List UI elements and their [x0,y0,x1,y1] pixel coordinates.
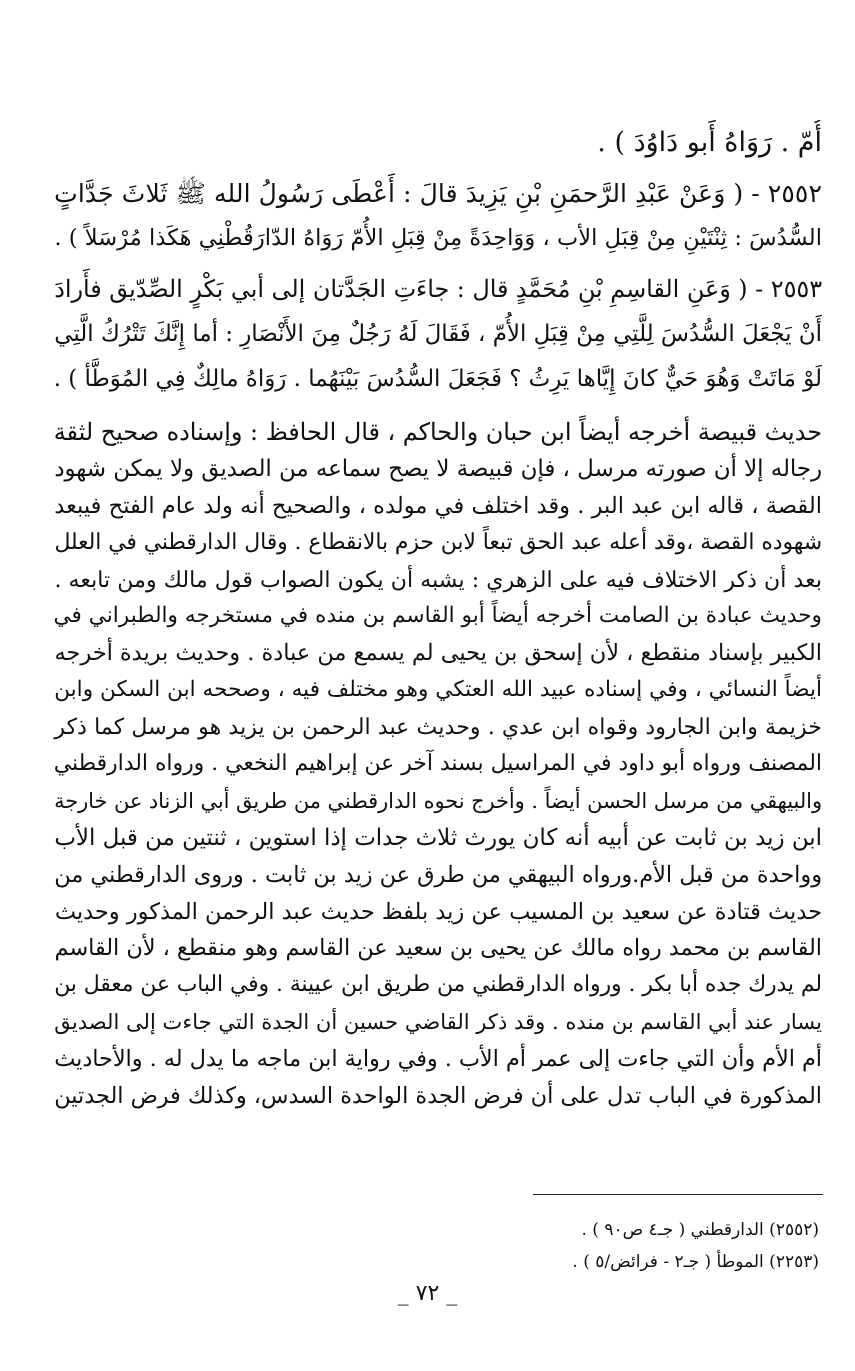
commentary-line: حديث قتادة عن سعيد بن المسيب عن زيد بلفظ حديث عبد الرحمن المذكور وحديث [54,898,822,925]
commentary-line: وواحدة من قبل الأم.ورواه البيهقي من طرق عن زيد بن ثابت . وروى الدارقطني من [54,861,822,888]
commentary-line: رجاله إلا أن صورته مرسل ، فإن قبيصة لا يصح سماعه من الصديق ولا يمكن شهود [54,455,822,482]
commentary-line: الكبير بإسناد منقطع ، لأن إسحق بن يحيى لم يسمع من عبادة . وحديث بريدة أخرجه [54,640,822,667]
commentary-line: ابن زيد بن ثابت عن أبيه أنه كان يورث ثلاث جدات إذا استوين ، ثنتين من قبل الأب [54,824,822,851]
commentary-line: خزيمة وابن الجارود وقواه ابن عدي . وحديث عبد الرحمن بن يزيد هو مرسل كما ذكر [54,714,822,741]
footnotes [219,1214,819,1278]
commentary-line: وحديث عبادة بن الصامت أخرجه أيضاً أبو القاسم بن منده في مستخرجه والطبراني في [53,603,822,629]
commentary-line: لم يدرك جده أبا بكر . ورواه الدارقطني من طريق ابن عيينة . وفي الباب عن معقل بن [54,972,822,998]
hadith-line: السُّدُسَ : ثِنْتَيْنِ مِنْ قِبَلِ الأب ، وَوَاحِدَةً مِنْ قِبَلِ الأُمّ رَوَاهُ الدّارَقُطْنِي هَكَذا مُرْسَلاً ) . [54,225,822,251]
hadith-line: أُمّ . رَوَاهُ أَبو دَاوُدَ ) . [597,127,822,158]
commentary-line: حديث قبيصة أخرجه أيضاً ابن حبان والحاكم ، قال الحافظ : وإسناده صحيح لثقة [53,418,822,446]
hadith-line: أَنْ يَجْعَلَ السُّدُسَ لِلَّتِي مِنْ قِبَلِ الأُمّ ، فَقَالَ لَهُ رَجُلٌ مِنَ الأَنْصَارِ : أما إِنَّكَ تَتْرُكُ الَّتِي [54,321,822,347]
commentary-line: والبيهقي من مرسل الحسن أيضاً . وأخرج نحوه الدارقطني من طريق أبي الزناد عن خارجة [54,788,822,813]
footnote-divider [533,1194,823,1195]
commentary-line: يسار عند أبي القاسم بن منده . وقد ذكر القاضي حسين أن الجدة التي جاءت إلى الصديق [54,1009,822,1035]
hadith-text [42,120,822,402]
commentary-line: القاسم بن محمد رواه مالك عن يحيى بن سعيد عن القاسم وهو منقطع ، لأن القاسم [54,935,822,962]
commentary-text [42,414,822,1115]
footnote: (٢٢٥٣) الموطأ ( جـ٢ - فرائض/٥ ) . [572,1252,819,1272]
commentary-line: بعد أن ذكر الاختلاف فيه على الزهري : يشبه أن يكون الصواب قول مالك ومن تابعه . [54,566,822,593]
commentary-line: المذكورة في الباب تدل على أن فرض الجدة الواحدة السدس، وكذلك فرض الجدتين [54,1083,822,1110]
commentary-line: شهوده القصة ،وقد أعله عبد الحق تبعاً لابن حزم بالانقطاع . وقال الدارقطني في العلل [54,529,822,555]
hadith-line: لَوْ مَاتَتْ وَهُوَ حَيٌّ كانَ إِيَّاها يَرِثُ ؟ فَجَعَلَ السُّدُسَ بَيْنَهُما . رَوَاهُ مالِكٌ فِي المُوَطَّأ ) . [53,366,822,392]
footnote: (٢٥٥٢) الدارقطني ( جـ٤ ص٩٠ ) . [581,1220,819,1240]
commentary-line: أيضاً النسائي ، وفي إسناده عبيد الله العتكي وهو مختلف فيه ، وصححه ابن السكن وابن [54,677,822,703]
commentary-line: المصنف ورواه أبو داود في المراسيل بسند آخر عن إبراهيم النخعي . ورواه الدارقطني [53,751,822,777]
commentary-line: القصة ، قاله ابن عبد البر . وقد اختلف في مولده ، والصحيح أنه ولد عام الفتح فيبعد [54,492,822,519]
page-number: _ ٧٢ _ [397,1281,458,1306]
commentary-line: أم الأم وأن التي جاءت إلى عمر أم الأب . وفي رواية ابن ماجه ما يدل له . والأحاديث [54,1046,822,1073]
hadith-line: ٢٥٥٢ - ( وَعَنْ عَبْدِ الرَّحمَنِ بْنِ يَزِيدَ قالَ : أَعْطَى رَسُولُ الله ﷺ ثَلاثَ جَدَّاتٍ [54,179,822,208]
hadith-line: ٢٥٥٣ - ( وَعَنِ القاسِمِ بْنِ مُحَمَّدٍ قال : جاءَتِ الجَدَّتان إلى أبي بَكْرٍ الصِّدّيق فأَرادَ [54,275,822,303]
